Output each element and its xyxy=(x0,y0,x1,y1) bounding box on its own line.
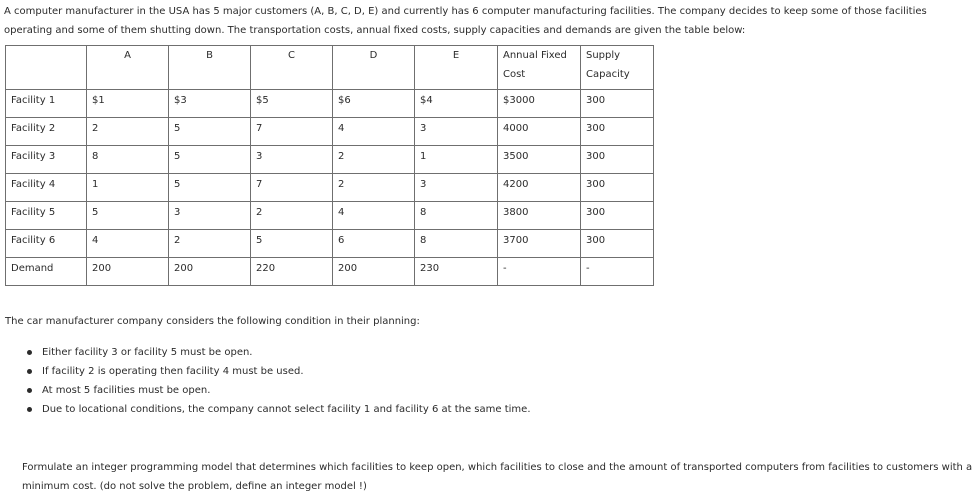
condition-item: Either facility 3 or facility 5 must be open. xyxy=(27,343,531,362)
header-cell: A xyxy=(87,46,169,90)
table-cell: 5 xyxy=(87,202,169,230)
table-cell: 2 xyxy=(333,146,415,174)
table-cell: $1 xyxy=(87,90,169,118)
table-cell: 200 xyxy=(169,258,251,286)
header-cell xyxy=(6,46,87,90)
table-cell: $6 xyxy=(333,90,415,118)
table-cell: 6 xyxy=(333,230,415,258)
table-cell: 7 xyxy=(251,174,333,202)
row-label-cell: Facility 3 xyxy=(6,146,87,174)
row-label-cell: Facility 5 xyxy=(6,202,87,230)
row-label-cell: Facility 1 xyxy=(6,90,87,118)
table-cell: 3500 xyxy=(498,146,581,174)
table-cell: $3000 xyxy=(498,90,581,118)
problem-intro: A computer manufacturer in the USA has 5 major customers (A, B, C, D, E) and currently has 6 computer manufacturing facilities. The company decides to keep some of those facilities operating and some of them shutting down. The transportation costs, annual fixed costs, supply capacities and demands are given the table below: xyxy=(4,6,927,36)
table-cell: 3 xyxy=(169,202,251,230)
table-row xyxy=(6,202,654,230)
table-row xyxy=(6,90,654,118)
table-cell: 3 xyxy=(415,174,498,202)
table-cell: 4200 xyxy=(498,174,581,202)
table-header-row xyxy=(6,46,654,90)
table-cell: 300 xyxy=(581,174,654,202)
condition-item: At most 5 facilities must be open. xyxy=(27,381,531,400)
table-cell: 1 xyxy=(87,174,169,202)
table-cell: 8 xyxy=(415,230,498,258)
table-cell: 4 xyxy=(333,118,415,146)
table-cell: 3 xyxy=(251,146,333,174)
table-cell: 2 xyxy=(169,230,251,258)
table-cell: 8 xyxy=(415,202,498,230)
table-cell: 300 xyxy=(581,230,654,258)
table-cell: 300 xyxy=(581,90,654,118)
header-cell: Supply Capacity xyxy=(581,46,654,90)
table-cell: 300 xyxy=(581,146,654,174)
cost-table xyxy=(5,45,654,286)
header-cell: E xyxy=(415,46,498,90)
row-label-cell: Facility 4 xyxy=(6,174,87,202)
table-cell: 2 xyxy=(333,174,415,202)
table-cell: 3800 xyxy=(498,202,581,230)
table-cell: 3 xyxy=(415,118,498,146)
table-cell: - xyxy=(581,258,654,286)
row-label-cell: Facility 6 xyxy=(6,230,87,258)
condition-item: If facility 2 is operating then facility 4 must be used. xyxy=(27,362,531,381)
header-cell: C xyxy=(251,46,333,90)
task-instructions: Formulate an integer programming model that determines which facilities to keep open, which facilities to close and the amount of transported computers from facilities to customers with a minimum cost. (do not solve the problem, define an integer model !) xyxy=(22,462,973,492)
table-cell: 2 xyxy=(87,118,169,146)
table-cell: 4 xyxy=(333,202,415,230)
table-cell: 5 xyxy=(251,230,333,258)
table-row xyxy=(6,230,654,258)
conditions-list xyxy=(27,343,531,419)
table-row xyxy=(6,146,654,174)
row-label-cell: Facility 2 xyxy=(6,118,87,146)
table-cell: - xyxy=(498,258,581,286)
table-cell: 4000 xyxy=(498,118,581,146)
table-cell: 7 xyxy=(251,118,333,146)
table-cell: 200 xyxy=(333,258,415,286)
row-label-cell: Demand xyxy=(6,258,87,286)
header-cell: D xyxy=(333,46,415,90)
table-cell: 5 xyxy=(169,174,251,202)
table-cell: 5 xyxy=(169,118,251,146)
table-row xyxy=(6,174,654,202)
conditions-title: The car manufacturer company considers the following condition in their planning: xyxy=(5,316,420,327)
header-cell: B xyxy=(169,46,251,90)
table-row xyxy=(6,118,654,146)
table-cell: 220 xyxy=(251,258,333,286)
condition-item: Due to locational conditions, the company cannot select facility 1 and facility 6 at the same time. xyxy=(27,400,531,419)
table-cell: $3 xyxy=(169,90,251,118)
table-cell: 300 xyxy=(581,118,654,146)
table-cell: 230 xyxy=(415,258,498,286)
table-cell: 5 xyxy=(169,146,251,174)
table-row xyxy=(6,258,654,286)
table-cell: 2 xyxy=(251,202,333,230)
table-cell: 8 xyxy=(87,146,169,174)
table-cell: 300 xyxy=(581,202,654,230)
header-cell: Annual Fixed Cost xyxy=(498,46,581,90)
table-cell: 3700 xyxy=(498,230,581,258)
table-cell: 4 xyxy=(87,230,169,258)
table-cell: 200 xyxy=(87,258,169,286)
table-cell: $4 xyxy=(415,90,498,118)
table-cell: $5 xyxy=(251,90,333,118)
table-cell: 1 xyxy=(415,146,498,174)
